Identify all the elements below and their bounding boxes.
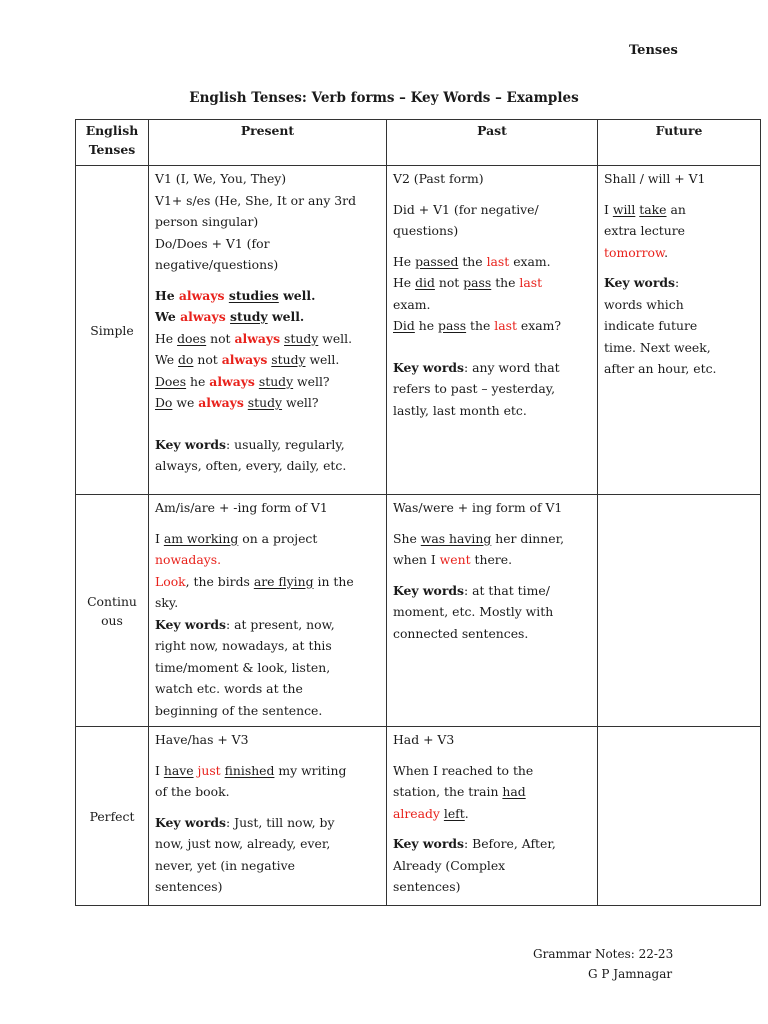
cell-perfect-present [149, 727, 387, 906]
example-sentence: He does not always study well. [155, 330, 353, 346]
example-sentence: when I went there. [393, 552, 513, 567]
key-words: Key words: Just, till now, by [155, 814, 335, 830]
cell-simple-past [387, 166, 598, 495]
formula-line: Do/Does + V1 (for [155, 235, 270, 251]
example-sentence-cont: station, the train had [393, 784, 526, 799]
key-words-cont: time/moment & look, listen, [155, 659, 331, 675]
key-words-cont: lastly, last month etc. [393, 402, 527, 418]
example-sentence: We do not always study well. [155, 352, 340, 367]
formula-line: person singular) [155, 214, 259, 229]
example-sentence: He passed the last exam. [393, 253, 551, 269]
key-words-cont: now, just now, already, ever, [155, 836, 331, 851]
row-label-perfect: Perfect [76, 727, 149, 906]
row-label-continuous: Continu ous [76, 495, 149, 727]
formula-line: V1+ s/es (He, She, It or any 3rd [155, 192, 357, 208]
example-sentence-cont: tomorrow. [604, 244, 669, 260]
header-tenses: Tenses [88, 142, 136, 157]
page-header-label: Tenses [629, 43, 678, 58]
key-words-cont: sentences) [155, 879, 223, 894]
key-words-cont: never, yet (in negative [155, 857, 295, 873]
key-words: Key words: Before, After, [393, 836, 556, 851]
formula-line: Shall / will + V1 [604, 171, 706, 186]
header-past: Past [387, 120, 598, 166]
formula-line: Have/has + V3 [155, 732, 249, 747]
cell-continuous-present [149, 495, 387, 727]
footer-author: G P Jamnagar [588, 967, 673, 981]
example-sentence: I am working on a project [155, 530, 318, 546]
row-label-simple: Simple [76, 166, 149, 495]
table-header-row [76, 120, 761, 166]
example-sentence: Do we always study well? [155, 395, 319, 410]
formula-line: questions) [393, 223, 459, 238]
table-row-continuous [76, 495, 761, 727]
example-sentence: I have just finished my writing [155, 762, 347, 778]
example-sentence: He always studies well. [155, 287, 316, 303]
example-sentence: Did he pass the last exam? [393, 318, 562, 333]
tenses-table [75, 119, 761, 906]
key-words-cont: refers to past – yesterday, [393, 381, 556, 396]
table-row-perfect [76, 727, 761, 906]
key-words-cont: beginning of the sentence. [155, 702, 323, 718]
key-words-cont: always, often, every, daily, etc. [155, 458, 347, 473]
header-english: English [85, 123, 139, 138]
example-sentence-cont: of the book. [155, 784, 230, 799]
table-row-simple [76, 166, 761, 495]
formula-line: Had + V3 [393, 732, 455, 747]
key-words-cont: moment, etc. Mostly with [393, 604, 554, 619]
example-sentence: Does he always study well? [155, 373, 330, 389]
formula-line: Am/is/are + -ing form of V1 [155, 500, 328, 515]
example-sentence: She was having her dinner, [393, 530, 565, 546]
key-words-cont: sentences) [393, 879, 461, 894]
example-sentence-cont: sky. [155, 595, 179, 610]
key-words-cont: indicate future [604, 318, 698, 333]
example-sentence-cont: nowadays. [155, 552, 222, 567]
example-sentence-cont: exam. [393, 296, 431, 312]
example-sentence: We always study well. [155, 309, 305, 324]
key-words-cont: words which [604, 296, 684, 312]
cell-continuous-past [387, 495, 598, 727]
formula-line: Did + V1 (for negative/ [393, 201, 539, 217]
formula-line: V2 (Past form) [393, 171, 484, 186]
key-words-cont: time. Next week, [604, 339, 711, 355]
formula-line: Was/were + ing form of V1 [393, 500, 563, 515]
footer-notes: Grammar Notes: 22-23 [533, 947, 674, 961]
key-words: Key words: at that time/ [393, 582, 550, 598]
example-sentence: I will take an [604, 201, 686, 217]
key-words-cont: connected sentences. [393, 625, 529, 641]
cell-perfect-future [598, 727, 761, 906]
formula-line: V1 (I, We, You, They) [155, 171, 287, 186]
key-words-cont: Already (Complex [393, 857, 506, 873]
key-words-cont: watch etc. words at the [155, 681, 303, 696]
key-words-cont: right now, nowadays, at this [155, 638, 332, 653]
example-sentence-cont: already left. [393, 805, 469, 821]
formula-line: negative/questions) [155, 257, 279, 272]
header-english-tenses [76, 120, 149, 166]
cell-simple-future [598, 166, 761, 495]
key-words: Key words: at present, now, [155, 616, 335, 632]
cell-perfect-past [387, 727, 598, 906]
key-words-cont: after an hour, etc. [604, 361, 717, 376]
example-sentence-cont: extra lecture [604, 223, 685, 238]
header-present: Present [149, 120, 387, 166]
document-title: English Tenses: Verb forms – Key Words – Examples [189, 90, 579, 106]
example-sentence: Look, the birds are flying in the [155, 573, 354, 589]
cell-simple-present [149, 166, 387, 495]
example-sentence: He did not pass the last [393, 275, 543, 290]
key-words: Key words: [604, 275, 680, 290]
key-words: Key words: any word that [393, 359, 560, 375]
example-sentence: When I reached to the [393, 762, 534, 778]
key-words: Key words: usually, regularly, [155, 436, 345, 452]
header-future: Future [598, 120, 761, 166]
cell-continuous-future [598, 495, 761, 727]
footer [533, 944, 673, 984]
